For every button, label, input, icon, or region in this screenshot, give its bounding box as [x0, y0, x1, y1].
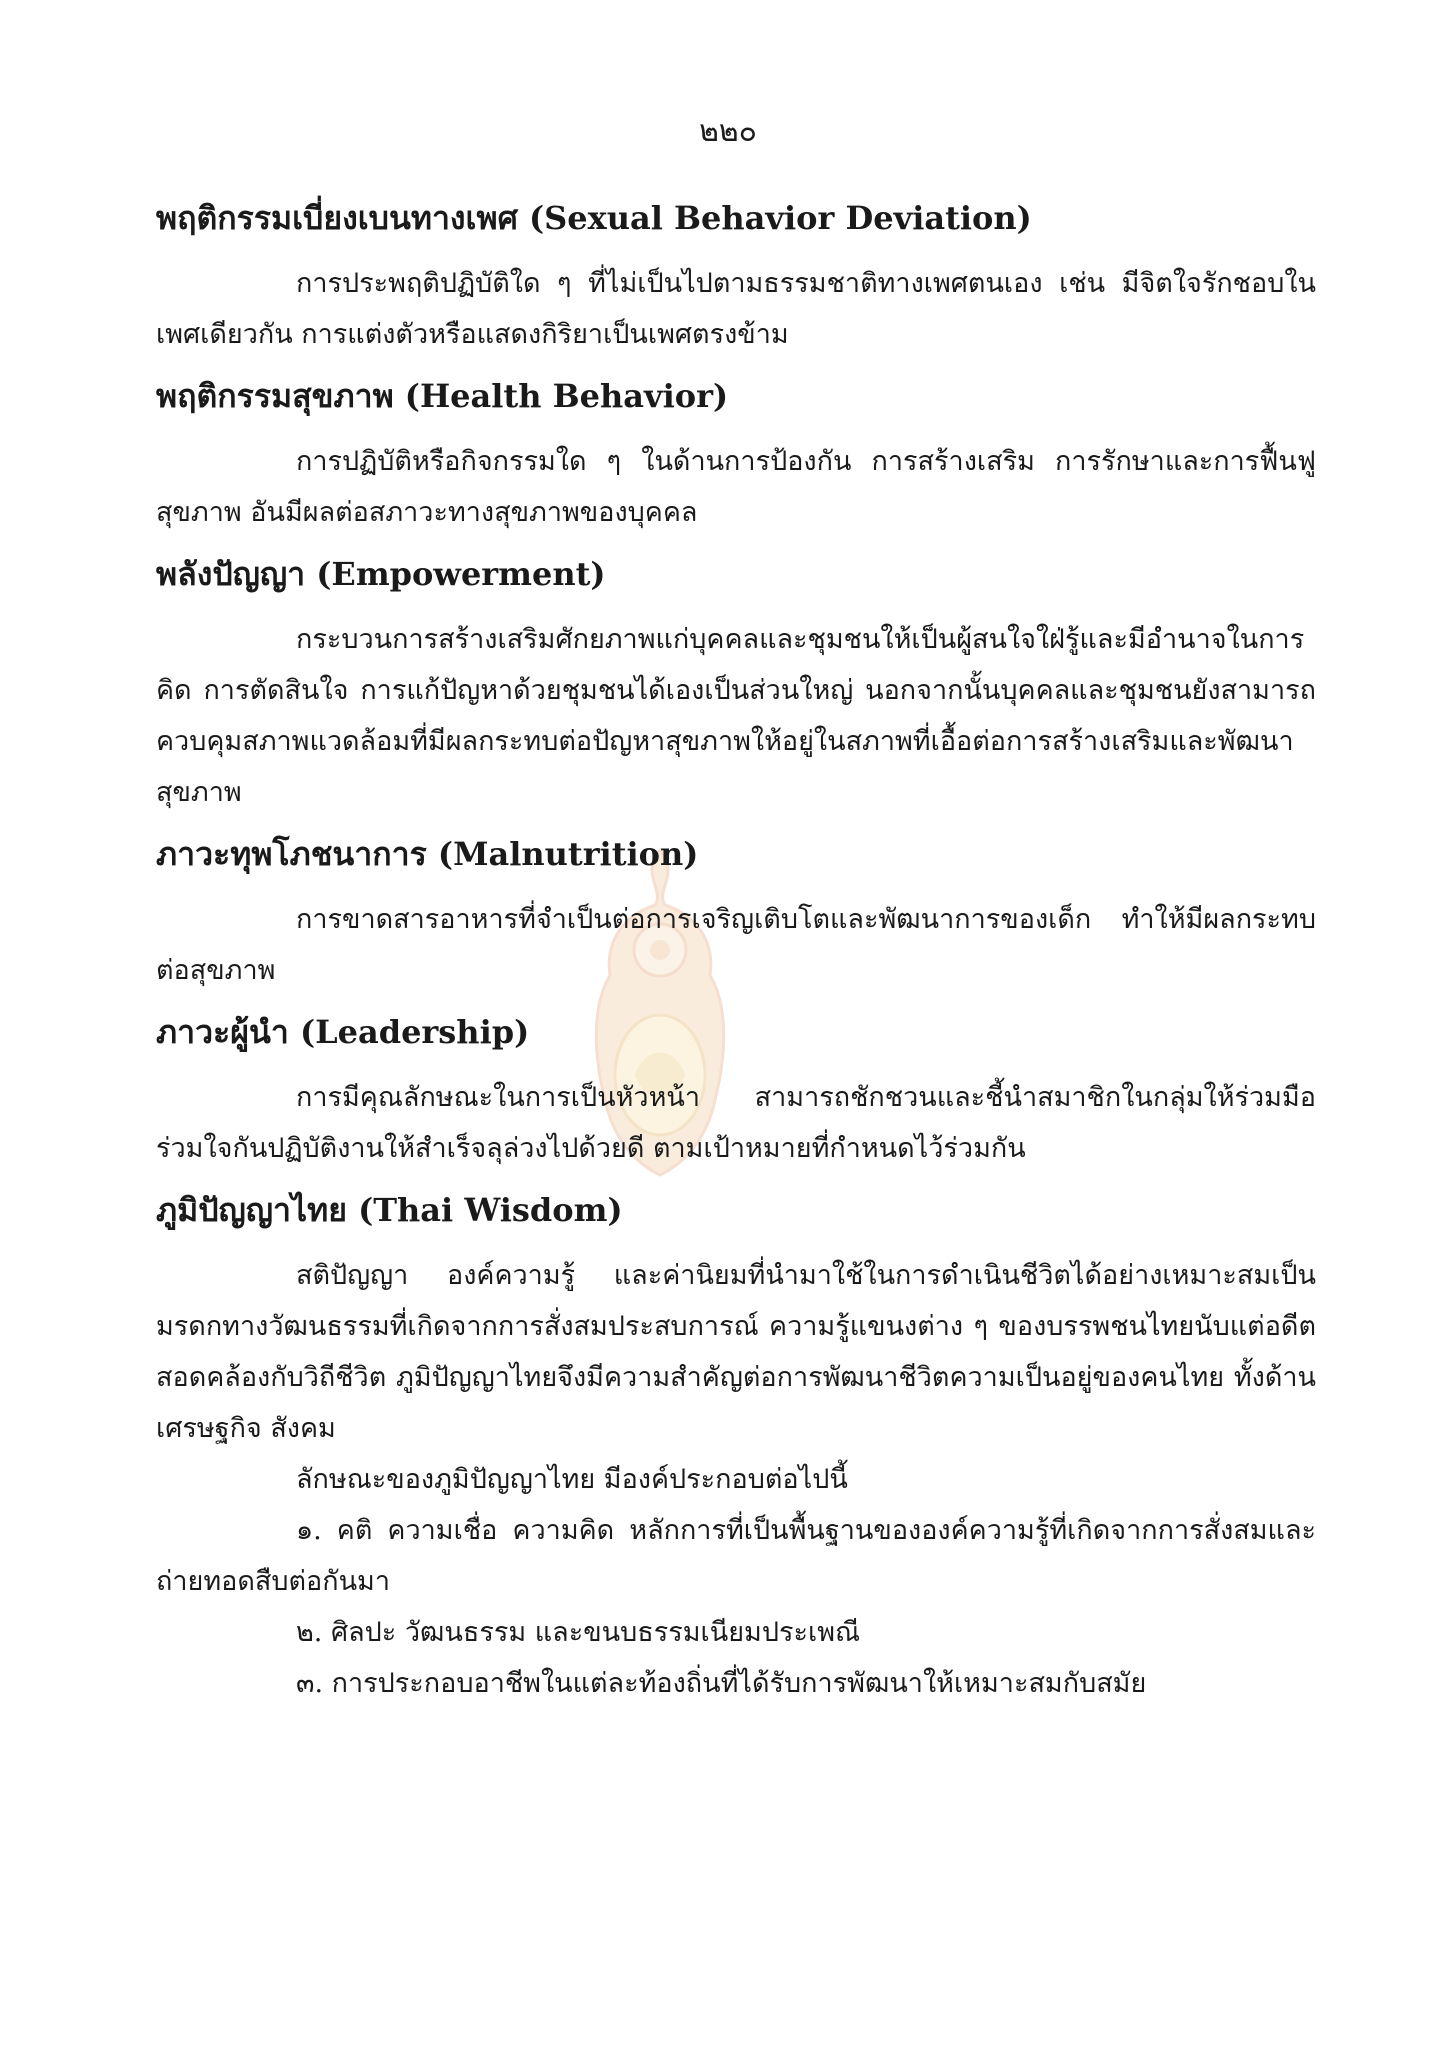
entry-term: ภาวะทุพโภชนาการ (Malnutrition)	[156, 835, 699, 873]
entry-definition: กระบวนการสร้างเสริมศักยภาพแก่บุคคลและชุมชนให้เป็นผู้สนใจใฝ่รู้และมีอำนาจในการคิด การตัดสินใจ การแก้ปัญหาด้วยชุมชนได้เองเป็นส่วนใหญ่ นอกจากนั้นบุคคลและชุมชนยังสามารถควบคุมสภาพแวดล้อมที่มีผลกระทบต่อปัญหาสุขภาพให้อยู่ในสภาพที่เอื้อต่อการสร้างเสริมและพัฒนาสุขภาพ	[156, 624, 1316, 808]
entry-term: ภูมิปัญญาไทย (Thai Wisdom)	[156, 1191, 623, 1229]
glossary-entry	[156, 832, 1316, 996]
list-item: ๑. คติ ความเชื่อ ความคิด หลักการที่เป็นพื้นฐานขององค์ความรู้ที่เกิดจากการสั่งสมและถ่ายทอดสืบต่อกันมา	[156, 1515, 1316, 1597]
page-number: ๒๒๐	[699, 114, 757, 149]
entry-definition: สติปัญญา องค์ความรู้ และค่านิยมที่นำมาใช้ในการดำเนินชีวิตได้อย่างเหมาะสมเป็นมรดกทางวัฒนธรรมที่เกิดจากการสั่งสมประสบการณ์ ความรู้แขนงต่าง ๆ ของบรรพชนไทยนับแต่อดีต สอดคล้องกับวิถีชีวิต ภูมิปัญญาไทยจึงมีความสำคัญต่อการพัฒนาชีวิตความเป็นอยู่ของคนไทย ทั้งด้านเศรษฐกิจ สังคม	[156, 1260, 1316, 1444]
entry-term: ภาวะผู้นำ (Leadership)	[156, 1013, 530, 1051]
entry-term: พลังปัญญา (Empowerment)	[156, 555, 606, 593]
entry-definition: การปฏิบัติหรือกิจกรรมใด ๆ ในด้านการป้องกัน การสร้างเสริม การรักษาและการฟื้นฟูสุขภาพ อันมีผลต่อสภาวะทางสุขภาพของบุคคล	[156, 446, 1316, 528]
entry-definition: การขาดสารอาหารที่จำเป็นต่อการเจริญเติบโตและพัฒนาการของเด็ก ทำให้มีผลกระทบต่อสุขภาพ	[156, 904, 1316, 986]
glossary-entry	[156, 1010, 1316, 1174]
entry-definition: การประพฤติปฏิบัติใด ๆ ที่ไม่เป็นไปตามธรรมชาติทางเพศตนเอง เช่น มีจิตใจรักชอบในเพศเดียวกัน การแต่งตัวหรือแสดงกิริยาเป็นเพศตรงข้าม	[156, 268, 1316, 350]
glossary-entry	[156, 374, 1316, 538]
list-item: ๒. ศิลปะ วัฒนธรรม และขนบธรรมเนียมประเพณี	[296, 1617, 861, 1648]
entry-definition: การมีคุณลักษณะในการเป็นหัวหน้า สามารถชักชวนและชี้นำสมาชิกในกลุ่มให้ร่วมมือร่วมใจกันปฏิบัติงานให้สำเร็จลุล่วงไปด้วยดี ตามเป้าหมายที่กำหนดไว้ร่วมกัน	[156, 1082, 1316, 1164]
entry-term: พฤติกรรมเบี่ยงเบนทางเพศ (Sexual Behavior Deviation)	[156, 199, 1032, 237]
entry-term: พฤติกรรมสุขภาพ (Health Behavior)	[156, 377, 729, 415]
glossary-entry	[156, 552, 1316, 818]
glossary-entry	[156, 196, 1316, 360]
list-item: ๓. การประกอบอาชีพในแต่ละท้องถิ่นที่ได้รับการพัฒนาให้เหมาะสมกับสมัย	[296, 1668, 1147, 1699]
glossary-content	[156, 196, 1316, 1723]
glossary-entry	[156, 1188, 1316, 1709]
characteristics-intro: ลักษณะของภูมิปัญญาไทย มีองค์ประกอบต่อไปนี้	[296, 1464, 848, 1495]
